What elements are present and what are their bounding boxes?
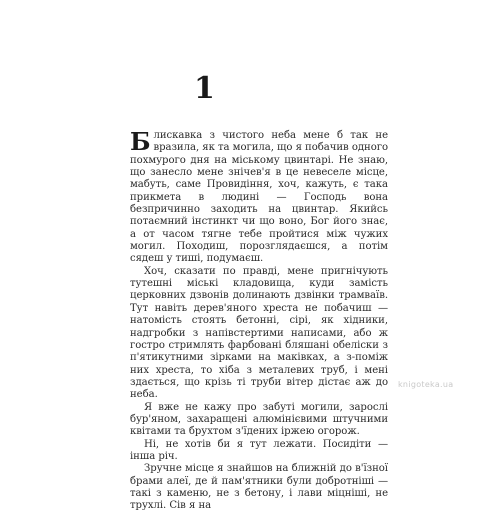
paragraph: Ні, не хотів би я тут лежати. Посидіти — інша річ. bbox=[130, 438, 388, 462]
paragraph: Хоч, сказати по правді, мене пригнічують тутешні міські кладовища, куди замість церковних дзвонів долинають дзвінки трамваїв. Тут навіть дерев'яного хреста не побачиш — натомість стоять бетонні, сірі, як хідники, надгробки з напівстертими написами, або ж гостро стримлять фарбовані бляшані обеліски з п'ятикутними зірками на маківках, а з-поміж них хреста, то хіба з металевих труб, і мені здається, що крізь ті труби вітер дістає аж до неба. bbox=[130, 265, 388, 401]
paragraph: Я вже не кажу про забуті могили, зарослі бур'яном, захаращені алюмінієвими штучними квітами та брухтом з'їдених іржею огорож. bbox=[130, 401, 388, 438]
paragraph: Зручне місце я знайшов на ближній до в'їзної брами алеї, де й пам'ятники були добротніші — такі з каменю, не з бетону, і лави міцніші, не трухлі. Сів я на bbox=[130, 463, 388, 512]
body-text bbox=[130, 127, 388, 513]
watermark: knigoteka.ua bbox=[398, 380, 454, 389]
paragraph-text: лискавка з чистого неба мене б так не вразила, як та могила, що я побачив одного похмурого дня на міському цвинтарі. Не знаю, що занесло мене знічев'я в це невеселе місце, мабуть, саме Провидіння, хоч, кажуть, є така прикмета в людині — Господь вона безпричинно заходить на цвинтар. Якийсь потаємний інстинкт чи що воно, Бог його знає, а от часом тягне тебе пройтися між чужих могил. Походиш, порозглядаєшся, а потім сядеш у тиші, подумаєш. bbox=[130, 130, 388, 265]
drop-cap: Б bbox=[130, 127, 151, 156]
chapter-number: 1 bbox=[194, 71, 215, 106]
paragraph bbox=[130, 127, 388, 266]
